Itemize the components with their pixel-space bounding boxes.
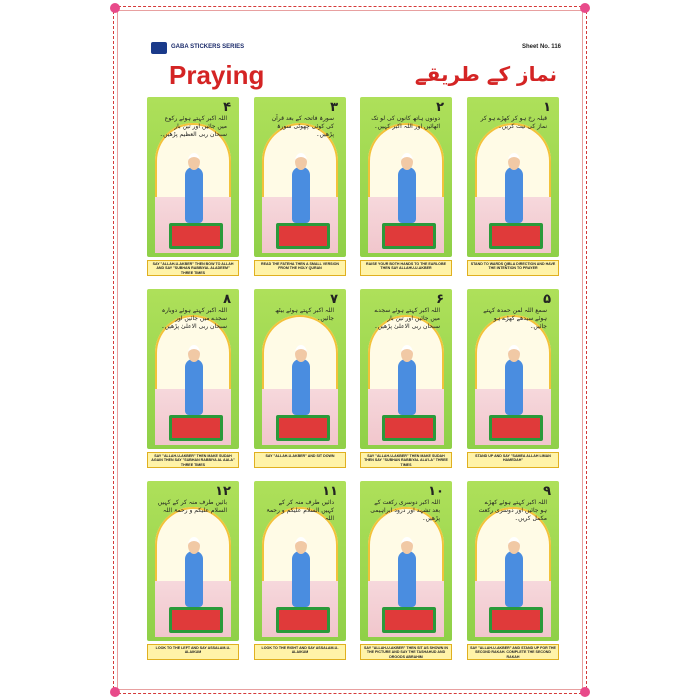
person-figure-icon (185, 551, 203, 607)
step-caption: SAY "ALLAH-U-AKBER" AND SIT DOWN (254, 452, 346, 468)
step-number: ۱۱ (322, 484, 338, 499)
step-caption: SAY "ALLAH-U-AKBER" THEN MAKE SUDAH THEN SAY "SUBHAN RABBIYAL ALA'LA" THREE TIMES (360, 452, 452, 468)
person-head-icon (401, 537, 413, 554)
step-urdu-text: اللہ اکبر دوسری رکعت کے بعد تشہد اور درود ابراہیمی پڑھیں۔ (370, 499, 440, 522)
prayer-mat-icon (382, 415, 436, 441)
step-panel (467, 481, 559, 641)
person-head-icon (295, 345, 307, 362)
step-number: ۱۰ (428, 484, 444, 499)
step-caption: LOOK TO THE RIGHT AND SAY ASSALAM-U-ALAIKUM (254, 644, 346, 660)
step-urdu-text: اللہ اکبر کہتے ہوئے کھڑے ہو جائیں اور دوسری رکعت مکمل کریں۔ (478, 499, 547, 522)
person-figure-icon (292, 359, 310, 415)
person-figure-icon (505, 359, 523, 415)
step-card (467, 289, 559, 469)
logo-icon (151, 42, 167, 54)
person-figure-icon (398, 551, 416, 607)
step-number: ۶ (436, 292, 444, 307)
person-head-icon (188, 537, 200, 554)
person-head-icon (508, 537, 520, 554)
step-card (360, 481, 452, 661)
step-card (360, 97, 452, 277)
step-urdu-text: بائیں طرف منہ کر کے کہیں السلام علیکم و رحمۃ اللہ (157, 499, 227, 514)
step-urdu-text: دونوں ہاتھ کانوں کی لو تک اٹھائیں اور اللہ اکبر کہیں۔ (371, 115, 440, 130)
step-caption: READ THE FATEHA THEN A SMALL VERSION FROM THE HOLY QURAN (254, 260, 346, 276)
step-card (147, 97, 239, 277)
page-title: Praying (169, 60, 265, 90)
person-figure-icon (505, 167, 523, 223)
step-caption: SAY "ALLAH-U-AKBER" THEN MAKE SUDAH AGAIN THEN SAY "SUBHAN RABBIYA AL AALA" THREE TIMES (147, 452, 239, 468)
person-figure-icon (505, 551, 523, 607)
prayer-mat-icon (489, 607, 543, 633)
prayer-mat-icon (276, 607, 330, 633)
step-panel (360, 289, 452, 449)
step-card (254, 289, 346, 469)
step-number: ۲ (436, 100, 444, 115)
prayer-mat-icon (276, 223, 330, 249)
prayer-mat-icon (489, 415, 543, 441)
person-head-icon (188, 153, 200, 170)
person-head-icon (295, 153, 307, 170)
person-head-icon (401, 345, 413, 362)
page-title-urdu: نماز کے طریقے (414, 62, 557, 86)
step-caption: RAISE YOUR BOTH HANDS TO THE EARLOBE THEN SAY ALLAHU-U-AKBER (360, 260, 452, 276)
flower-icon (110, 687, 120, 697)
person-head-icon (508, 345, 520, 362)
step-caption: SAY "ALLAH-U-AKBER" AND STAND UP FOR THE SECOND RAKAH. COMPLETE THE SECOND RAKAH (467, 644, 559, 660)
step-panel (467, 97, 559, 257)
steps-grid (147, 97, 559, 659)
step-card (467, 97, 559, 277)
step-urdu-text: اللہ اکبر کہتے ہوئے بیٹھ جائیں۔ (275, 307, 334, 322)
step-caption: SAY "ALLAH-U-AKBER" THEN BOW TO ALLAH AND SAY "SUBHAN RABBIYAL ALADEEM" THREE TIMES (147, 260, 239, 276)
person-figure-icon (398, 167, 416, 223)
step-card (254, 97, 346, 277)
prayer-mat-icon (169, 415, 223, 441)
step-urdu-text: سورۃ فاتحہ کے بعد قرآن کی کوئی چھوٹی سورۃ پڑھیں۔ (271, 115, 334, 138)
prayer-mat-icon (382, 223, 436, 249)
step-number: ۳ (330, 100, 338, 115)
step-panel (360, 97, 452, 257)
step-panel (360, 481, 452, 641)
series-label: GABA STICKERS SERIES (171, 44, 245, 50)
step-panel (147, 97, 239, 257)
person-figure-icon (292, 551, 310, 607)
step-urdu-text: اللہ اکبر کہتے ہوئے سجدے میں جائیں اور تین بار سبحان ربی الاعلیٰ پڑھیں۔ (374, 307, 440, 330)
prayer-mat-icon (169, 223, 223, 249)
person-head-icon (401, 153, 413, 170)
person-figure-icon (185, 359, 203, 415)
step-number: ۱ (543, 100, 551, 115)
prayer-mat-icon (169, 607, 223, 633)
person-head-icon (508, 153, 520, 170)
step-panel (254, 97, 346, 257)
prayer-mat-icon (382, 607, 436, 633)
person-head-icon (188, 345, 200, 362)
step-panel (254, 289, 346, 449)
step-urdu-text: اللہ اکبر کہتے ہوئے دوبارہ سجدے میں جائیں اور سبحان ربی الاعلیٰ پڑھیں۔ (161, 307, 227, 330)
header (151, 42, 561, 100)
flower-icon (580, 3, 590, 13)
step-urdu-text: سمع اللہ لمن حمدہ کہتے ہوئے سیدھے کھڑے ہو جائیں۔ (483, 307, 547, 330)
step-panel (254, 481, 346, 641)
step-caption: SAY "ALLAH-U-AKBER" THEN SIT AS SHOWN IN THE PICTURE AND SAY THE TASHAHUD AND DROODS ABRAHIM (360, 644, 452, 660)
step-panel (147, 481, 239, 641)
person-figure-icon (398, 359, 416, 415)
person-head-icon (295, 537, 307, 554)
step-number: ۸ (223, 292, 231, 307)
poster (107, 0, 593, 700)
step-card (360, 289, 452, 469)
person-figure-icon (185, 167, 203, 223)
step-urdu-text: قبلہ رخ ہو کر کھڑے ہو کر نماز کی نیت کریں۔ (480, 115, 547, 130)
step-panel (467, 289, 559, 449)
step-number: ۴ (223, 100, 231, 115)
step-number: ۵ (543, 292, 551, 307)
step-number: ۷ (330, 292, 338, 307)
step-caption: STAND TO WARDS QIBLA DIRECTION AND HAVE THE INTENTION TO PRAYER (467, 260, 559, 276)
step-caption: LOOK TO THE LEFT AND SAY ASSALAM-U-ALAIKUM (147, 644, 239, 660)
step-card (147, 481, 239, 661)
flower-icon (580, 687, 590, 697)
step-number: ۹ (543, 484, 551, 499)
person-figure-icon (292, 167, 310, 223)
step-caption: STAND UP AND SAY "SAMEA ALLAH LIMAN HAMEDAH" (467, 452, 559, 468)
step-panel (147, 289, 239, 449)
sheet-number: Sheet No. 116 (521, 44, 561, 50)
step-urdu-text: اللہ اکبر کہتے ہوئے رکوع میں جائیں اور تین بار سبحان ربی العظیم پڑھیں۔ (159, 115, 227, 138)
step-card (254, 481, 346, 661)
prayer-mat-icon (276, 415, 330, 441)
step-card (467, 481, 559, 661)
flower-icon (110, 3, 120, 13)
step-card (147, 289, 239, 469)
prayer-mat-icon (489, 223, 543, 249)
step-urdu-text: دائیں طرف منہ کر کے کہیں السلام علیکم و رحمۃ اللہ (266, 499, 334, 522)
step-number: ۱۲ (215, 484, 231, 499)
